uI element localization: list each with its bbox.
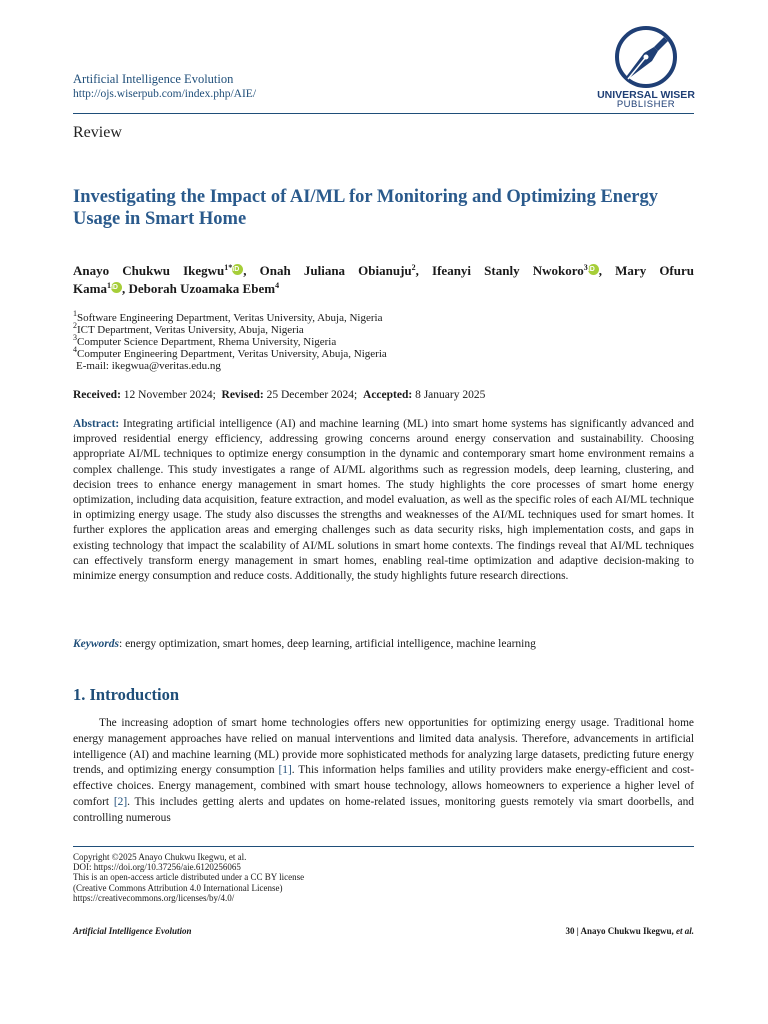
license-url-link[interactable]: https://creativecommons.org/licenses/by/4.0/ [73,892,235,903]
author-affil-sup: 1* [224,263,233,272]
affiliation-item: $^2$ICT Department, Veritas University, Abuja, Nigeria [73,321,304,336]
section-heading-introduction: 1. Introduction [73,685,180,704]
header-divider [73,113,694,114]
introduction-paragraph: The increasing adoption of smart home technologies offers new opportunities for optimizing energy usage. Traditional home energy management approaches have relied on manual interventions and limited data analysis. Therefore, advancements in artificial intelligence (AI) and machine learning (ML) provide more sophisticated methods for analyzing large datasets, predicting future energy trends, and optimizing energy consumption [1]. This information helps families and utility providers make energy-efficient and cost-effective choices. Energy management, combined with smart house technology, allows homeowners to experience a higher level of comfort [2]. This includes getting alerts and updates on home-related issues, monitoring guests remotely via smart doorbells, and controlling numerous [73,717,695,824]
fountain-pen-icon [614,25,678,89]
orcid-icon[interactable]: iD [232,264,243,275]
author-affil-sup: 3 [583,263,588,272]
affiliations [73,309,694,372]
author-list: Anayo Chukwu Ikegwu$^{1*}$iD , Onah Juliana Obianuju$^2$, Ifeanyi Stanly Nwokoro$^3$iD , Mary Ofuru Kama$^1$iD , Deborah Uzoamaka Ebem$^4$ [73,263,694,296]
page-number: 30 [565,926,575,936]
abstract [73,417,694,584]
footer-journal-name: Artificial Intelligence Evolution [73,926,192,936]
author-affil-sup: 1 [106,281,111,290]
paper-title: Investigating the Impact of AI/ML for Monitoring and Optimizing Energy Usage in Smart Home [73,187,658,229]
publication-dates: Received: 12 November 2024; Revised: 25 December 2024; Accepted: 8 January 2025 [73,389,486,401]
author-name: Onah Juliana Obianuju [259,263,412,278]
orcid-icon[interactable]: iD [111,282,122,293]
affiliation-item: $^4$Computer Engineering Department, Veritas University, Abuja, Nigeria [73,345,387,360]
citation-link[interactable]: [1] [278,764,292,777]
author-affil-sup: 2 [411,263,416,272]
affiliation-item: $^3$Computer Science Department, Rhema University, Nigeria [73,333,337,348]
orcid-icon[interactable]: iD [588,264,599,275]
affiliation-item: $^1$Software Engineering Department, Veritas University, Abuja, Nigeria [73,309,383,324]
author-name: Deborah Uzoamaka Ebem [128,281,276,296]
journal-name: Artificial Intelligence Evolution [73,72,234,86]
article-type: Review [73,124,122,141]
copyright-line: Copyright ©2025 Anayo Chukwu Ikegwu, et al. [73,852,247,862]
license-block [73,852,304,903]
keywords-text: energy optimization, smart homes, deep learning, artificial intelligence, machine learning [122,638,536,650]
publisher-subname: PUBLISHER [616,99,676,110]
footer-divider [73,846,694,847]
abstract-label: Abstract: [73,418,120,430]
keywords: Keywords: energy optimization, smart homes, deep learning, artificial intelligence, machine learning [73,638,536,650]
publisher-name: UNIVERSAL WISER [597,89,695,101]
keywords-label: Keywords [73,638,119,650]
license-text: (Creative Commons Attribution 4.0 International License) [73,882,283,893]
citation-link[interactable]: [2] [113,795,128,808]
page-info: 30 | Anayo Chukwu Ikegwu, et al. [565,926,694,936]
author-name: Anayo Chukwu Ikegwu [73,263,225,278]
publisher-logo [594,25,698,115]
license-text: This is an open-access article distributed under a CC BY license [73,872,305,883]
abstract-text: Integrating artificial intelligence (AI) and machine learning (ML) into smart home systems has significantly advanced and improved residential energy efficiency, addressing growing concerns around energy conservation and sustainability. Choosing appropriate AI/ML techniques to optimize energy consumption in the dynamic and contemporary smart home environment remains a complex challenge. This study investigates a range of AI/ML algorithms such as regression models, deep learning, clustering, and decision trees to enhance energy management in smart homes. The study highlights the core processes of smart home energy optimization, including data acquisition, feature extraction, and model evaluation, as well as the specific roles of each AI/ML technique in optimizing energy usage. The study also discusses the strengths and weaknesses of the AI/ML techniques used for smart homes. It further explores the application areas and emerging challenges such as data security risks, high implementation costs, and gaps in existing technology that impact the scalability of AI/ML solutions in smart home contexts. The findings reveal that AI/ML techniques can effectively transform energy management in smart homes, enabling real-time optimization and adaptive decision-making to minimize energy consumption and reduce costs. Additionally, the study highlights future research directions. [73,418,694,583]
doi-link[interactable]: DOI: https://doi.org/10.37256/aie.6120256065 [73,862,241,873]
corresponding-email[interactable]: E-mail: ikegwua@veritas.edu.ng [76,360,221,372]
author-affil-sup: 4 [275,281,280,290]
author-name: Ifeanyi Stanly Nwokoro [432,263,584,278]
journal-url-link[interactable]: http://ojs.wiserpub.com/index.php/AIE/ [73,88,257,100]
